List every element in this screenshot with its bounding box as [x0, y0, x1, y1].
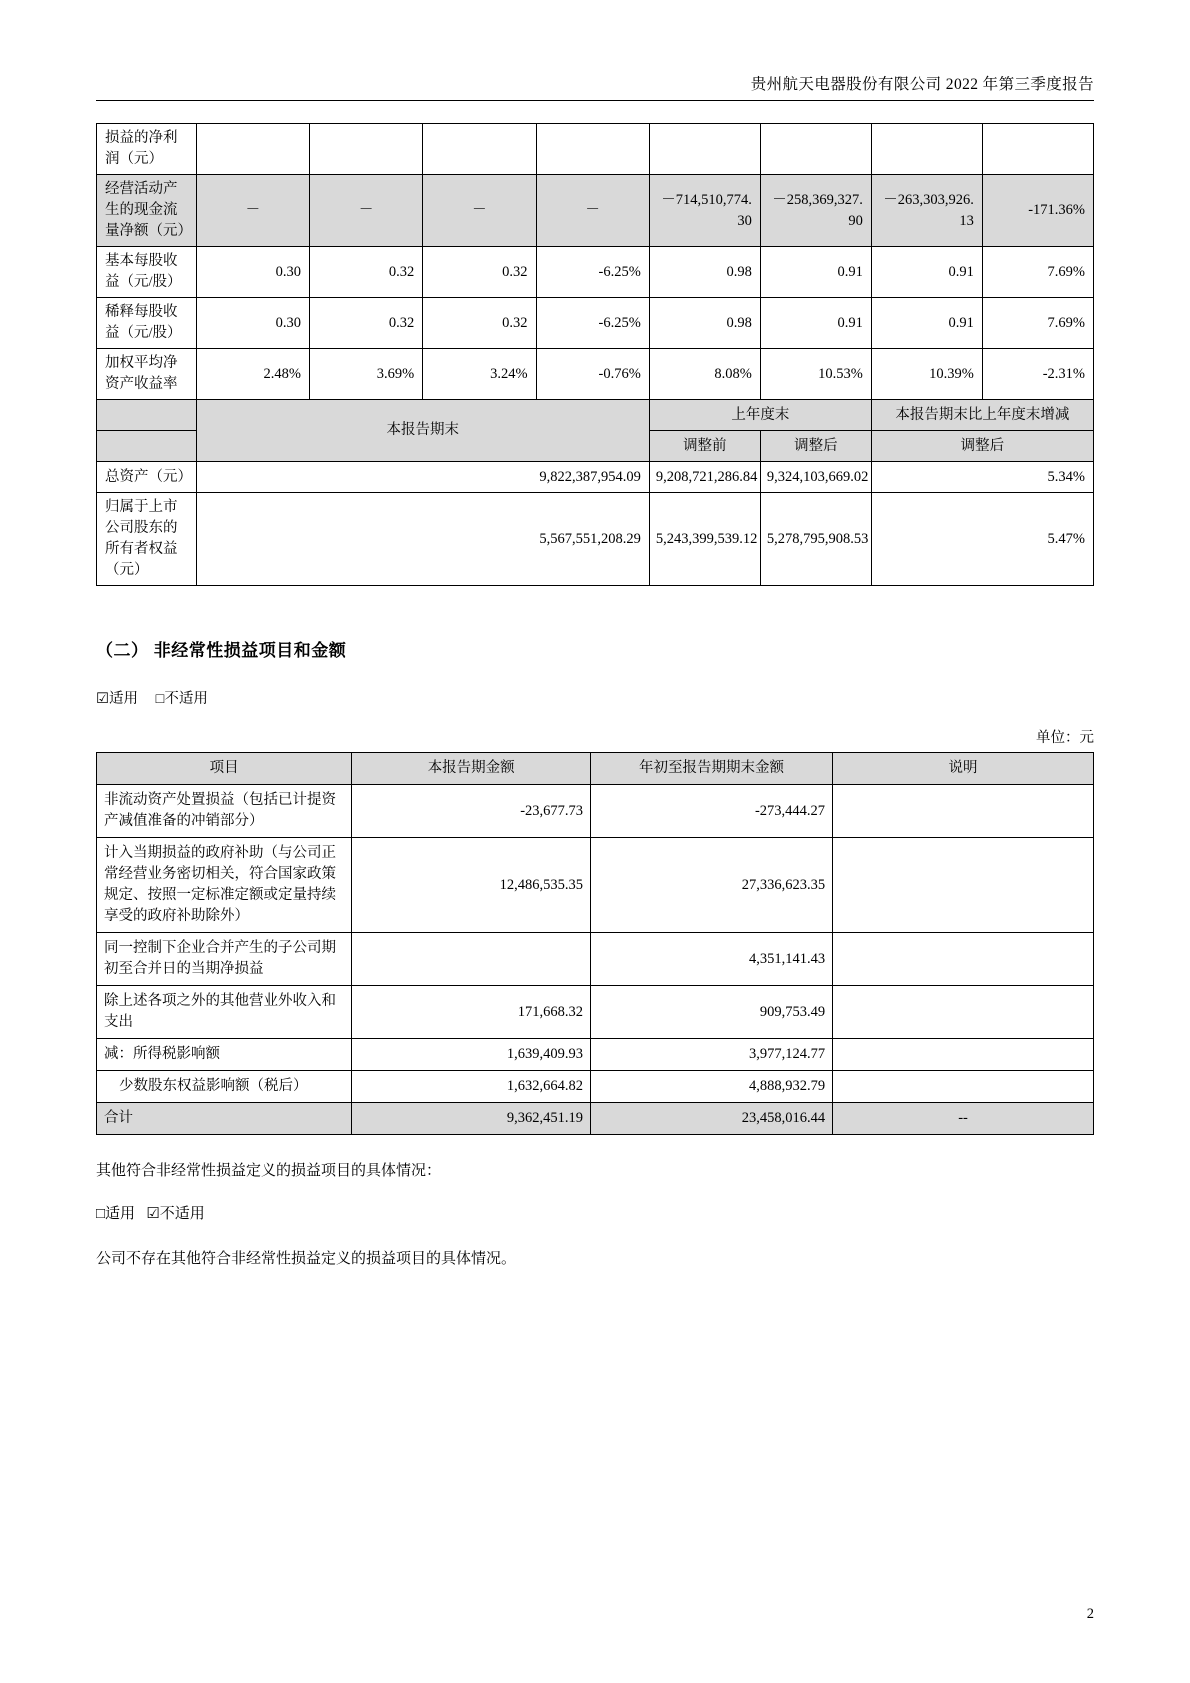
checkbox-applicable-2[interactable]: □适用	[96, 1206, 136, 1223]
item-ytd: 4,351,141.43	[591, 933, 833, 986]
table-row	[97, 124, 1094, 175]
table-row	[97, 785, 1094, 838]
key-financial-indicators-table	[96, 123, 1094, 586]
cell: 0.32	[309, 247, 422, 298]
header-divider	[96, 100, 1094, 101]
applicability-line	[96, 687, 1094, 708]
cell: 0.32	[423, 298, 536, 349]
cell-before: 5,243,399,539.12	[649, 493, 760, 586]
item-amount: 171,668.32	[352, 986, 591, 1039]
cell: 0.98	[649, 247, 760, 298]
cell: －	[196, 175, 309, 247]
cell-change: 5.34%	[871, 462, 1093, 493]
cell: －	[423, 175, 536, 247]
table-row	[97, 1071, 1094, 1103]
page-header	[96, 0, 1094, 94]
cell-after: 9,324,103,669.02	[760, 462, 871, 493]
item-note	[833, 986, 1094, 1039]
row-label: 经营活动产生的现金流量净额（元）	[97, 175, 197, 247]
non-recurring-items-table	[96, 752, 1094, 1135]
cell: 0.91	[760, 298, 871, 349]
cell: -6.25%	[536, 298, 649, 349]
unit-label: 单位：元	[1036, 730, 1094, 747]
table-header-row	[97, 753, 1094, 785]
cell: －714,510,774.30	[649, 175, 760, 247]
cell: 0.91	[871, 247, 982, 298]
table-row	[97, 986, 1094, 1039]
row-label: 稀释每股收益（元/股）	[97, 298, 197, 349]
cell-before: 9,208,721,286.84	[649, 462, 760, 493]
row-label-total-assets: 总资产（元）	[97, 462, 197, 493]
table-row	[97, 175, 1094, 247]
cell	[760, 124, 871, 175]
row-label: 加权平均净资产收益率	[97, 349, 197, 400]
item-amount: 1,632,664.82	[352, 1071, 591, 1103]
cell: -2.31%	[982, 349, 1093, 400]
cell: 0.98	[649, 298, 760, 349]
cell	[536, 124, 649, 175]
cell: 0.30	[196, 298, 309, 349]
item-label: 同一控制下企业合并产生的子公司期初至合并日的当期净损益	[97, 933, 352, 986]
col-header-change-after-adjust: 调整后	[871, 431, 1093, 462]
cell	[196, 124, 309, 175]
cell: 10.53%	[760, 349, 871, 400]
table-row	[97, 298, 1094, 349]
cell	[309, 124, 422, 175]
col-header-after-adjust: 调整后	[760, 431, 871, 462]
footer-note-line2: 公司不存在其他符合非经常性损益定义的损益项目的具体情况。	[96, 1251, 517, 1268]
table-row	[97, 838, 1094, 933]
col-header-current-period: 本报告期末	[196, 400, 649, 462]
cell: 0.30	[196, 247, 309, 298]
cell: －263,303,926.13	[871, 175, 982, 247]
col-header-amount: 本报告期金额	[352, 753, 591, 785]
item-label: 少数股东权益影响额（税后）	[97, 1071, 352, 1103]
item-note	[833, 1071, 1094, 1103]
page-number: 2	[1086, 1606, 1094, 1622]
cell: 3.69%	[309, 349, 422, 400]
item-ytd: 4,888,932.79	[591, 1071, 833, 1103]
item-label: 除上述各项之外的其他营业外收入和支出	[97, 986, 352, 1039]
table-row	[97, 349, 1094, 400]
cell: 0.32	[309, 298, 422, 349]
item-amount: 9,362,451.19	[352, 1103, 591, 1135]
item-note: --	[833, 1103, 1094, 1135]
cell: 7.69%	[982, 298, 1093, 349]
table-row	[97, 247, 1094, 298]
table-row	[97, 933, 1094, 986]
item-label: 减：所得税影响额	[97, 1039, 352, 1071]
item-ytd: 27,336,623.35	[591, 838, 833, 933]
footer-applicability-line	[96, 1202, 1094, 1223]
item-amount: -23,677.73	[352, 785, 591, 838]
item-label: 非流动资产处置损益（包括已计提资产减值准备的冲销部分）	[97, 785, 352, 838]
col-header-ytd: 年初至报告期期末金额	[591, 753, 833, 785]
cell: －	[536, 175, 649, 247]
item-amount: 1,639,409.93	[352, 1039, 591, 1071]
empty-corner-2	[97, 431, 197, 462]
item-amount: 12,486,535.35	[352, 838, 591, 933]
cell: 7.69%	[982, 247, 1093, 298]
item-note	[833, 1039, 1094, 1071]
table-row	[97, 1039, 1094, 1071]
col-header-before-adjust: 调整前	[649, 431, 760, 462]
table-row	[97, 493, 1094, 586]
row-label: 基本每股收益（元/股）	[97, 247, 197, 298]
cell: －258,369,327.90	[760, 175, 871, 247]
row-label: 损益的净利润（元）	[97, 124, 197, 175]
cell-current: 5,567,551,208.29	[196, 493, 649, 586]
row-label-equity: 归属于上市公司股东的所有者权益（元）	[97, 493, 197, 586]
item-amount	[352, 933, 591, 986]
item-ytd: 3,977,124.77	[591, 1039, 833, 1071]
cell: -6.25%	[536, 247, 649, 298]
checkbox-not-applicable-2[interactable]: ☑不适用	[146, 1206, 205, 1223]
cell: －	[309, 175, 422, 247]
col-header-item: 项目	[97, 753, 352, 785]
checkbox-not-applicable[interactable]: □不适用	[155, 691, 208, 708]
cell: -171.36%	[982, 175, 1093, 247]
col-header-last-year: 上年度末	[649, 400, 871, 431]
cell: 8.08%	[649, 349, 760, 400]
cell-after: 5,278,795,908.53	[760, 493, 871, 586]
item-note	[833, 785, 1094, 838]
table-row-total	[97, 1103, 1094, 1135]
cell-change: 5.47%	[871, 493, 1093, 586]
header-title: 贵州航天电器股份有限公司 2022 年第三季度报告	[750, 76, 1094, 93]
footer-note-line1: 其他符合非经常性损益定义的损益项目的具体情况：	[96, 1163, 442, 1180]
cell: 0.91	[871, 298, 982, 349]
item-label: 计入当期损益的政府补助（与公司正常经营业务密切相关，符合国家政策规定、按照一定标准定额或定量持续享受的政府补助除外）	[97, 838, 352, 933]
cell	[423, 124, 536, 175]
item-ytd: 909,753.49	[591, 986, 833, 1039]
section-title: （二） 非经常性损益项目和金额	[96, 641, 347, 661]
cell: 3.24%	[423, 349, 536, 400]
col-header-change: 本报告期末比上年度末增减	[871, 400, 1093, 431]
item-note	[833, 838, 1094, 933]
cell	[871, 124, 982, 175]
cell: 0.32	[423, 247, 536, 298]
cell	[982, 124, 1093, 175]
item-ytd: -273,444.27	[591, 785, 833, 838]
cell: 2.48%	[196, 349, 309, 400]
cell: 0.91	[760, 247, 871, 298]
item-label: 合计	[97, 1103, 352, 1135]
col-header-note: 说明	[833, 753, 1094, 785]
cell	[649, 124, 760, 175]
item-note	[833, 933, 1094, 986]
table-row	[97, 462, 1094, 493]
cell-current: 9,822,387,954.09	[196, 462, 649, 493]
period-header-row	[97, 400, 1094, 431]
cell: 10.39%	[871, 349, 982, 400]
cell: -0.76%	[536, 349, 649, 400]
checkbox-applicable[interactable]: ☑适用	[96, 691, 138, 708]
empty-corner	[97, 400, 197, 431]
item-ytd: 23,458,016.44	[591, 1103, 833, 1135]
